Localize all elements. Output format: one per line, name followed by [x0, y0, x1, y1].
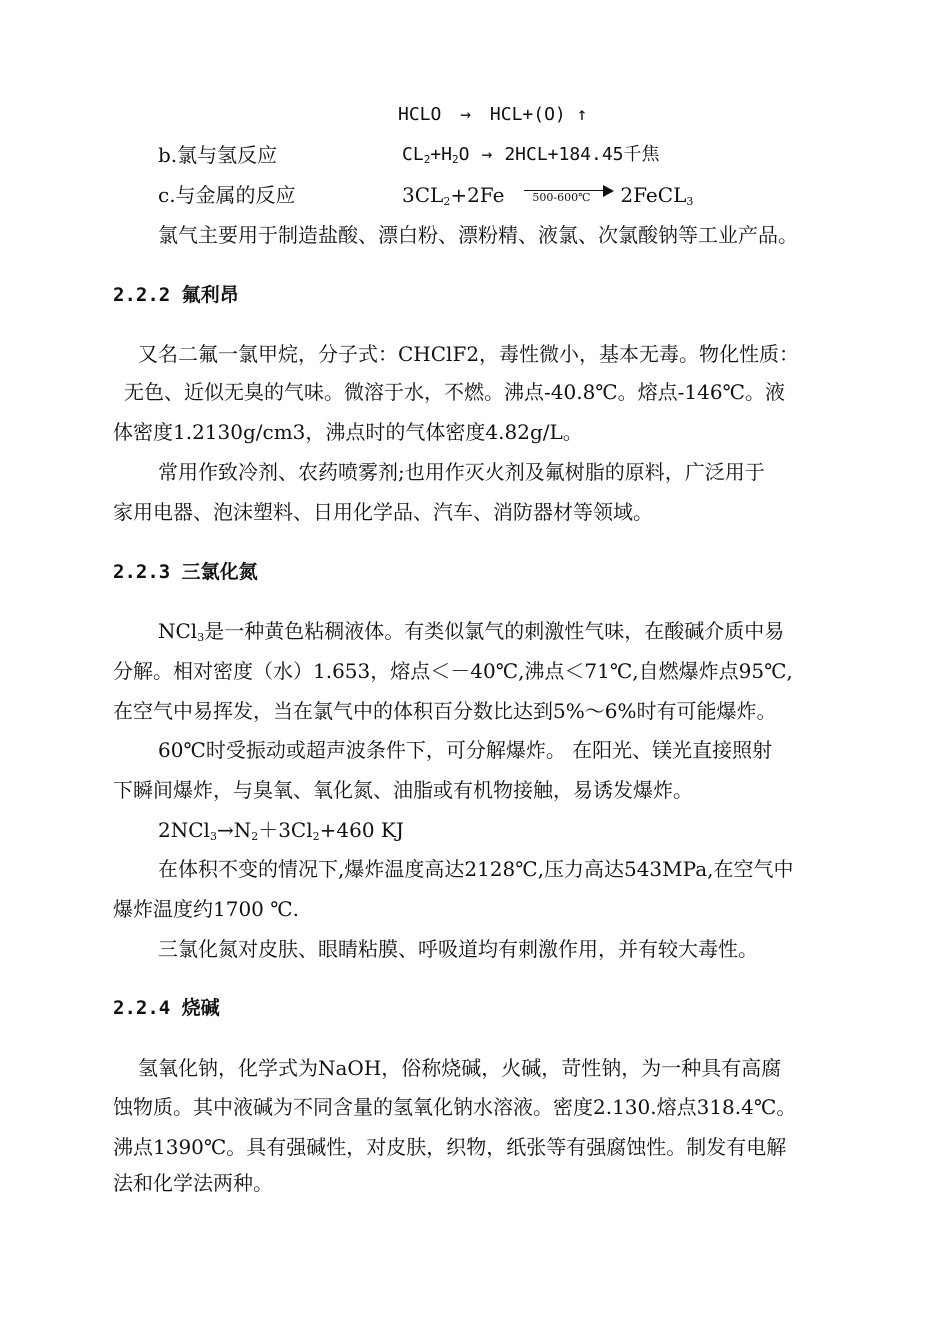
reaction-condition: 500-600℃ [532, 191, 591, 204]
item-b-equation: $CL_2+H_2O \to 2HCL+184.45$千焦 [402, 144, 660, 166]
gas-up-arrow-icon: ↑ [576, 104, 588, 125]
paragraph-line: 下瞬间爆炸，与臭氧、氧化氮、油脂或有机物接触，易诱发爆炸。 [113, 778, 693, 802]
paragraph-line: 家用电器、泡沫塑料、日用化学品、汽车、消防器材等领域。 [113, 500, 653, 524]
paragraph-line: 又名二氟一氯甲烷，分子式：CHClF2，毒性微小，基本无毒。物化性质： [138, 342, 800, 366]
ncl3-decomposition-equation: $2NCl_3\to N_2+3Cl_2+460$ KJ [158, 818, 404, 843]
paragraph-line: 60℃时受振动或超声波条件下，可分解爆炸。 在阳光、镁光直接照射 [158, 738, 773, 762]
hclo-product: HCL+(O) [489, 104, 566, 125]
hclo-reactant: HCLO [398, 104, 442, 125]
paragraph-line: 在体积不变的情况下,爆炸温度高达2128℃,压力高达543MPa,在空气中 [158, 857, 794, 881]
item-c-equation: $3CL_2+2Fe$ 500-600℃ 2FeCL$_3$ [402, 183, 694, 208]
paragraph-line: 无色、近似无臭的气味。微溶于水，不燃。沸点-40.8℃。熔点-146℃。液 [124, 380, 785, 404]
paragraph-line: 法和化学法两种。 [113, 1171, 273, 1195]
paragraph-line: 爆炸温度约1700 ℃. [113, 897, 299, 921]
chlorine-uses-text: 氯气主要用于制造盐酸、漂白粉、漂粉精、液氯、次氯酸钠等工业产品。 [158, 223, 798, 247]
section-heading-223: 2.2.3 三氯化氮 [113, 561, 258, 583]
condition-arrow-icon [522, 182, 614, 208]
paragraph-line: 常用作致冷剂、农药喷雾剂;也用作灭火剂及氟树脂的原料，广泛用于 [158, 460, 765, 484]
paragraph-line: 在空气中易挥发，当在氯气中的体积百分数比达到5%～6%时有可能爆炸。 [113, 699, 777, 723]
paragraph-line: 三氯化氮对皮肤、眼睛粘膜、呼吸道均有刺激作用，并有较大毒性。 [158, 937, 758, 961]
paragraph-line: 氢氧化钠，化学式为NaOH，俗称烧碱，火碱，苛性钠，为一种具有高腐 [138, 1056, 782, 1080]
paragraph-line: 蚀物质。其中液碱为不同含量的氢氧化钠水溶液。密度2.130.熔点318.4℃。 [113, 1095, 797, 1119]
reaction-arrow-icon: → [460, 104, 472, 125]
reaction-hclo [398, 102, 587, 128]
paragraph-line: 分解。相对密度（水）1.653，熔点＜－40℃,沸点＜71℃,自燃爆炸点95℃, [113, 659, 793, 683]
paragraph-line: 体密度1.2130g/cm3，沸点时的气体密度4.82g/L。 [113, 420, 583, 444]
reaction-arrow-icon: → [481, 144, 493, 165]
section-heading-222: 2.2.2 氟利昂 [113, 284, 239, 306]
item-b-label: b.氯与氢反应 [158, 143, 278, 167]
paragraph-line: 沸点1390℃。具有强碱性，对皮肤，织物，纸张等有强腐蚀性。制发有电解 [113, 1135, 787, 1159]
item-c-label: c.与金属的反应 [158, 183, 296, 207]
section-heading-224: 2.2.4 烧碱 [113, 997, 220, 1019]
reaction-arrow-icon: → [216, 818, 234, 842]
paragraph-line: NCl$_3$是一种黄色粘稠液体。有类似氯气的刺激性气味，在酸碱介质中易 [158, 619, 785, 644]
